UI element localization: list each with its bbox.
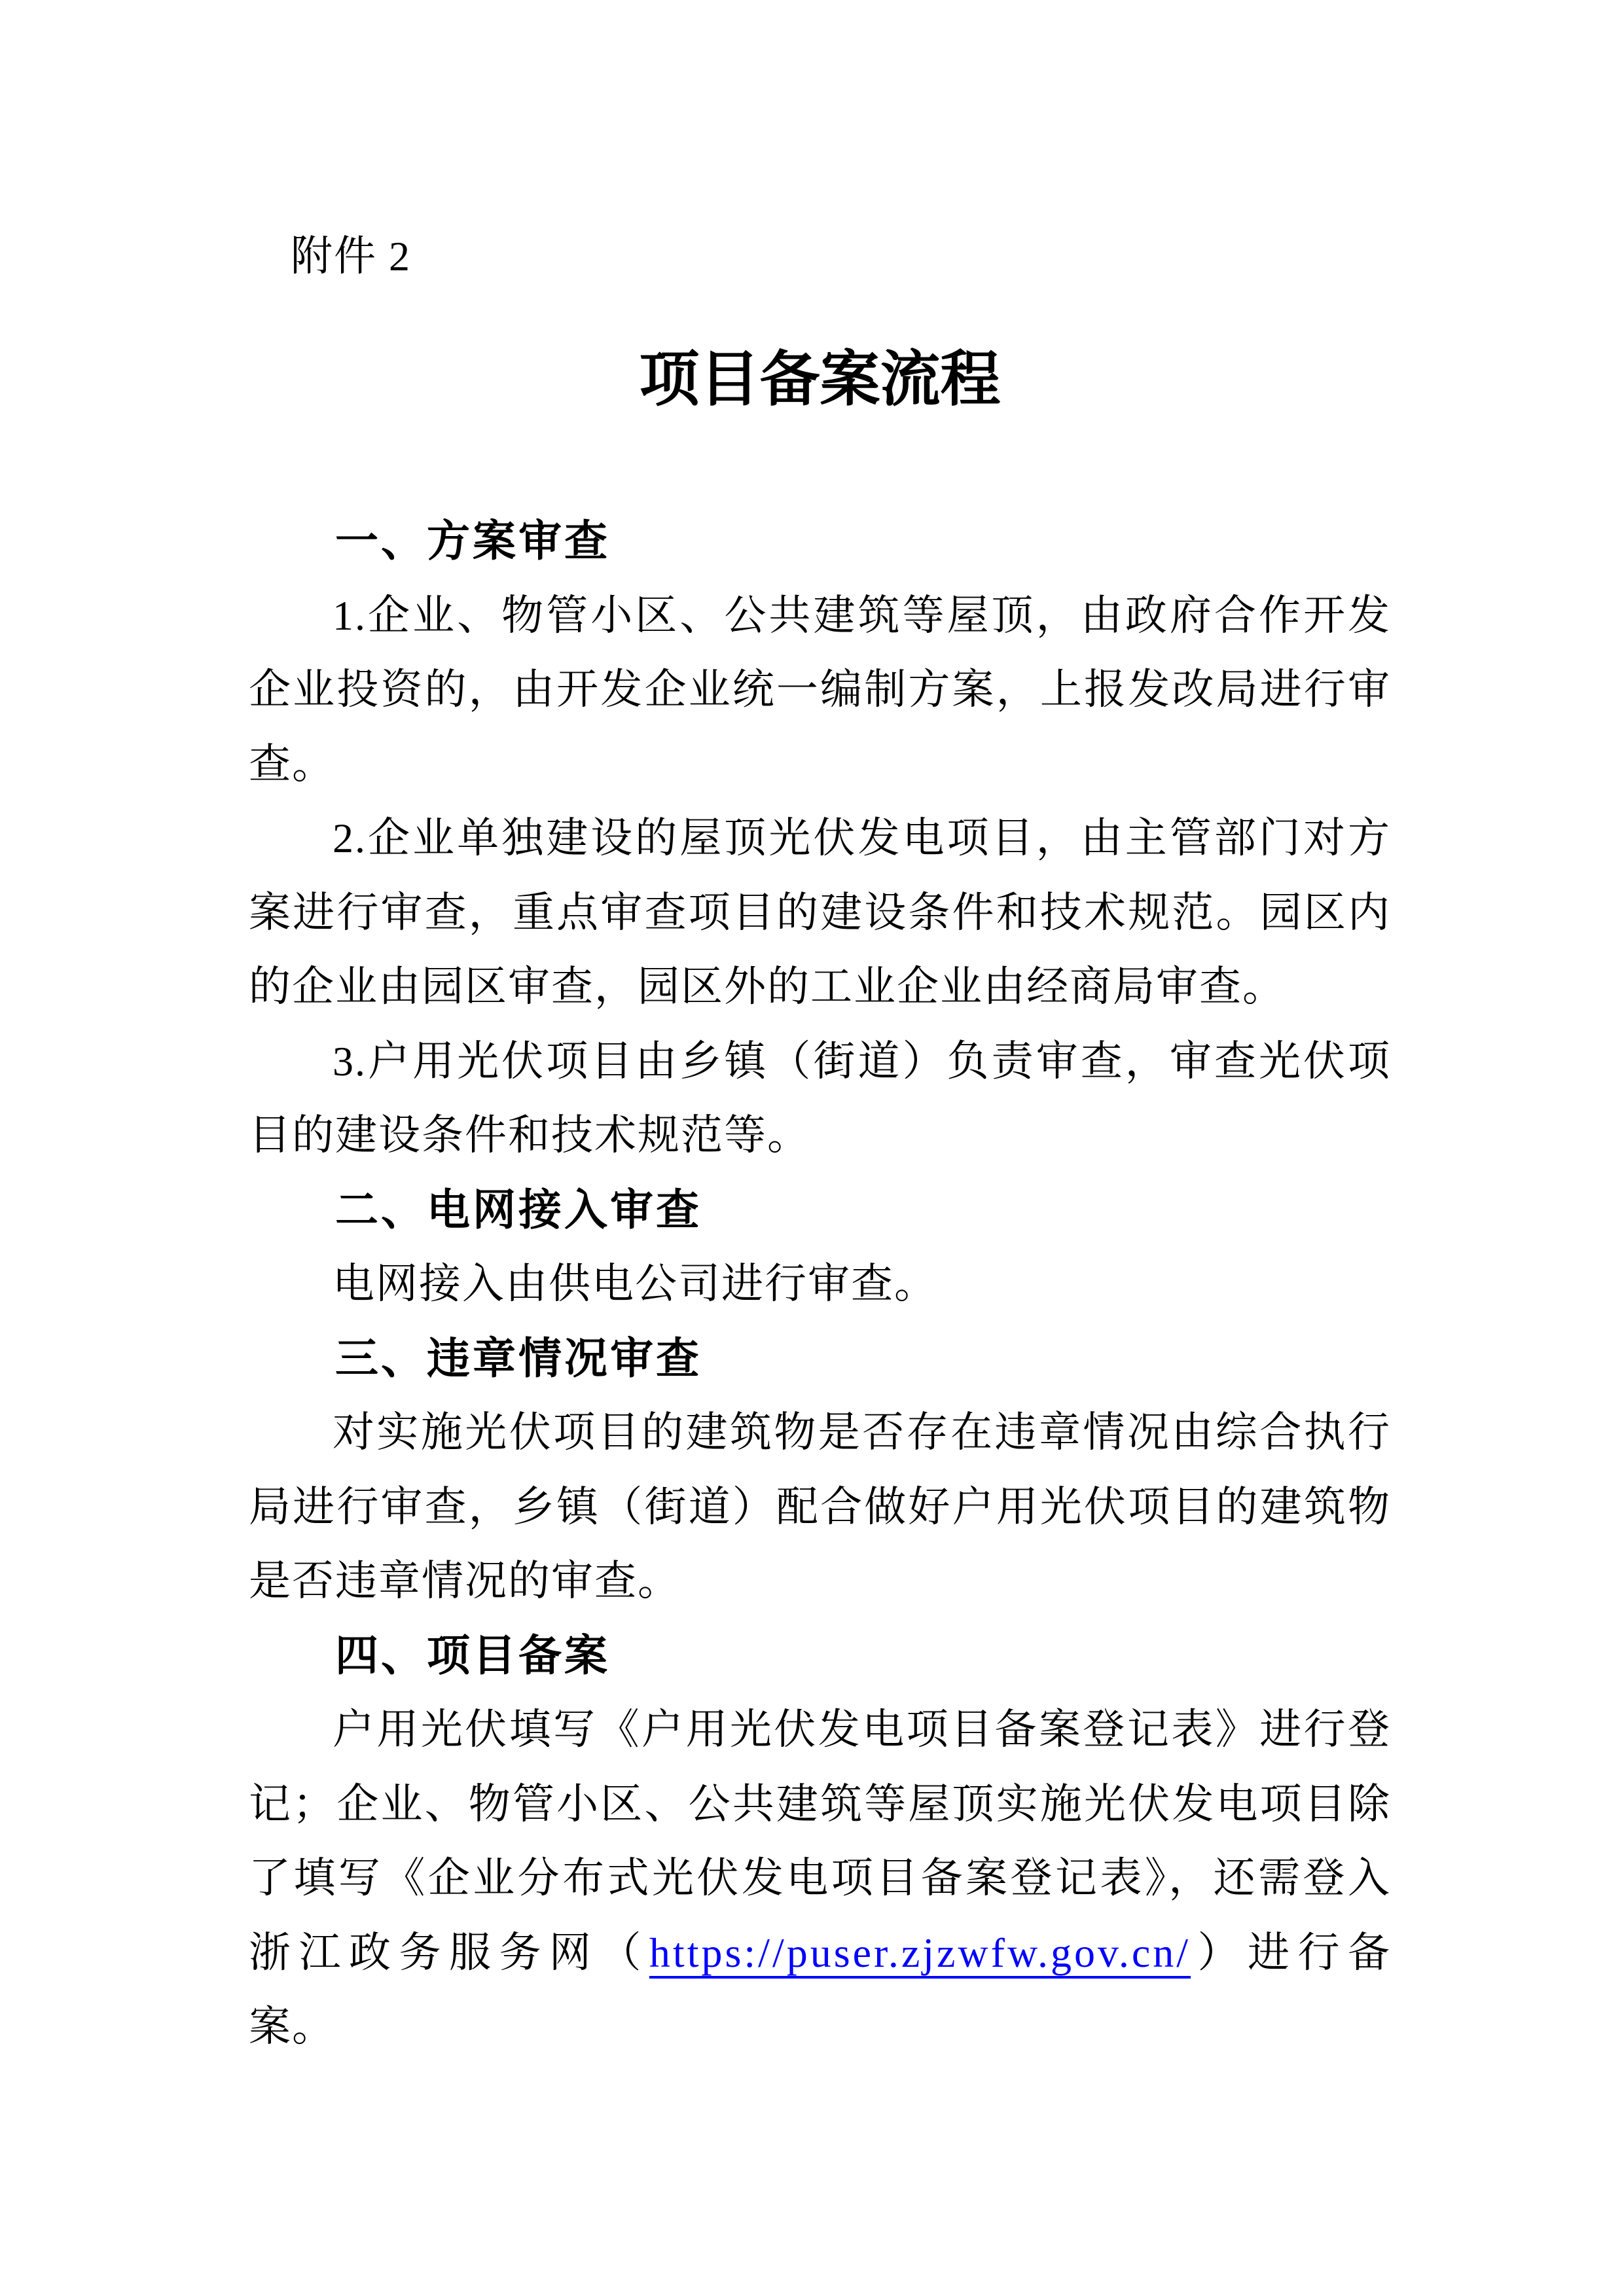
section-heading-plan-review: 一、方案审查 bbox=[335, 516, 610, 565]
paragraph-grid-access: 电网接入由供电公司进行审查。 bbox=[333, 1261, 937, 1307]
section-heading-project-filing: 四、项目备案 bbox=[335, 1630, 610, 1679]
section-heading-grid-access-review: 二、电网接入审查 bbox=[335, 1185, 702, 1234]
attachment-label: 附件 2 bbox=[291, 233, 411, 279]
filing-text-after-link: ）进行备案。 bbox=[249, 1929, 1392, 2050]
paragraph-plan-review-3: 3.户用光伏项目由乡镇（街道）负责审查，审查光伏项目的建设条件和技术规范等。 bbox=[249, 1037, 1391, 1158]
paragraph-violation-review: 对实施光伏项目的建筑物是否存在违章情况由综合执行局进行审查，乡镇（街道）配合做好户用光伏项目的建筑物是否违章情况的审查。 bbox=[249, 1409, 1391, 1604]
paragraph-plan-review-2: 2.企业单独建设的屋顶光伏发电项目，由主管部门对方案进行审查，重点审查项目的建设条件和技术规范。园区内的企业由园区审查，园区外的工业企业由经商局审查。 bbox=[249, 815, 1391, 1010]
paragraph-plan-review-1: 1.企业、物管小区、公共建筑等屋顶，由政府合作开发企业投资的，由开发企业统一编制方案，上报发改局进行审查。 bbox=[249, 592, 1391, 787]
document-body bbox=[249, 504, 1391, 2064]
filing-text-before-link: 户用光伏填写《户用光伏发电项目备案登记表》进行登记；企业、物管小区、公共建筑等屋顶实施光伏发电项目除了填写《企业分布式光伏发电项目备案登记表》，还需登入浙江政务服务网（ bbox=[249, 1706, 1391, 1976]
paragraph-project-filing bbox=[249, 1693, 1391, 2064]
section-heading-violation-review: 三、违章情况审查 bbox=[335, 1333, 702, 1382]
page-title: 项目备案流程 bbox=[639, 346, 1001, 413]
filing-portal-link[interactable]: https://puser.zjzwfw.gov.cn/ bbox=[649, 1929, 1191, 1976]
